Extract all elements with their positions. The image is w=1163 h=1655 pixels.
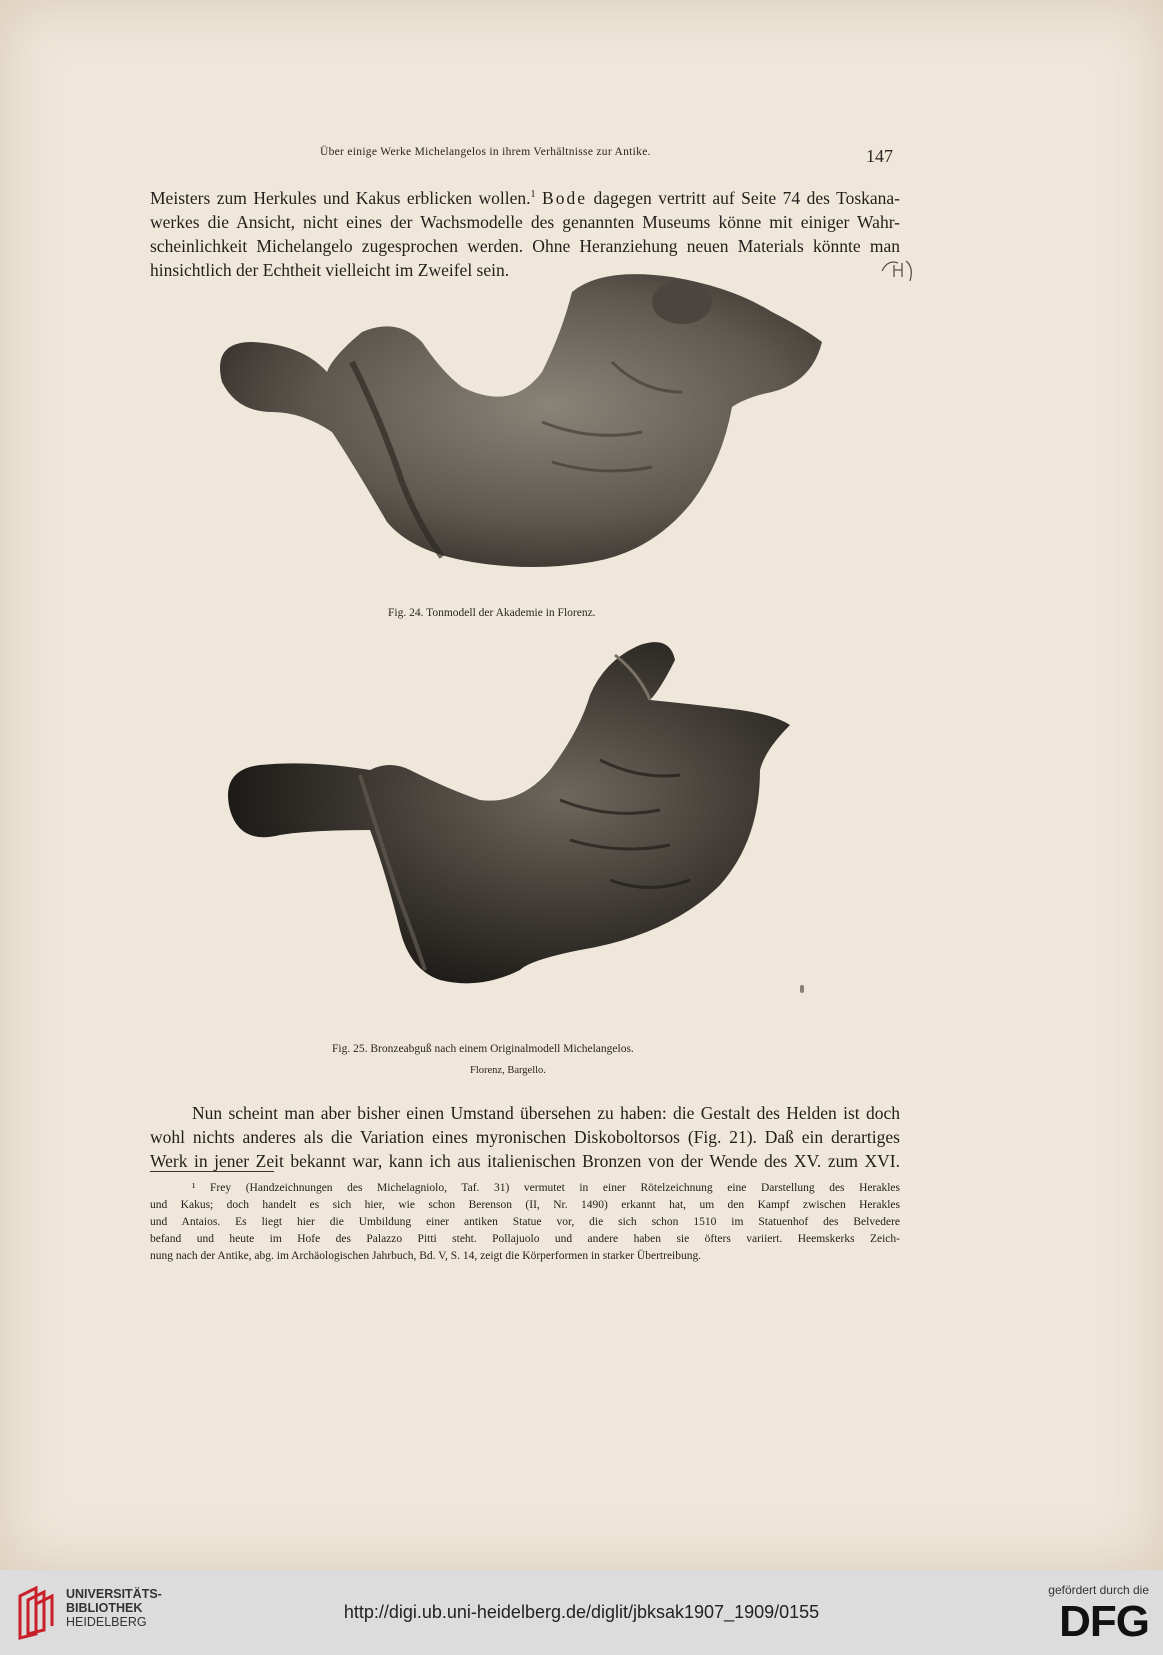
footnote (150, 1180, 900, 1265)
paragraph-1-line-2: werkes die Ansicht, nicht eines der Wachsmodelle des genannten Museums könne mit einiger Wahr- (150, 211, 900, 232)
permalink-url[interactable]: http://digi.ub.uni-heidelberg.de/diglit/jbksak1907_1909/0155 (343, 1602, 820, 1622)
paragraph-2-line-1: Nun scheint man aber bisher einen Umstand übersehen zu haben: die Gestalt des Helden ist doch (192, 1103, 900, 1123)
figure-24-clay-model-photo (212, 272, 842, 602)
footnote-line-3: und Antaios. Es liegt hier die Umbildung einer antiken Statue vor, die sich schon 1510 im Statuenhof des Belvedere (150, 1216, 900, 1228)
handwritten-margin-mark (880, 257, 920, 285)
dfg-logo[interactable]: DFG (1059, 1597, 1149, 1646)
paragraph-1 (150, 183, 900, 282)
figure-24-caption: Fig. 24. Tonmodell der Akademie in Florenz. (388, 607, 596, 619)
page-number: 147 (866, 146, 893, 166)
paragraph-2 (150, 1101, 900, 1173)
running-title: Über einige Werke Michelangelos in ihrem Verhältnisse zur Antike. (320, 146, 651, 158)
footnote-line-4: befand und heute im Hofe des Palazzo Pitti steht. Pollajuolo und andere haben sie öfters variiert. Heemskerks Zeich- (150, 1233, 900, 1245)
figure-25-location: Florenz, Bargello. (470, 1065, 546, 1076)
paper-speck (800, 985, 804, 993)
paragraph-2-line-3: Werk in jener Zeit bekannt war, kann ich aus italienischen Bronzen von der Wende des XV. zum XVI. (150, 1151, 900, 1171)
footnote-separator (150, 1171, 274, 1172)
figure-25-bronze-cast-photo (220, 640, 840, 1035)
footnote-reference[interactable]: 1 (530, 189, 536, 200)
footnote-line-2: und Kakus; doch handelt es sich hier, wie schon Berenson (II, Nr. 1490) erkannt hat, um den Kampf zwischen Herakles (150, 1199, 900, 1211)
author-name-spaced: Bode (542, 187, 587, 208)
viewer-footer (0, 1570, 1163, 1655)
funded-by-label: gefördert durch die (1048, 1583, 1149, 1597)
footnote-line-5: nung nach der Antike, abg. im Archäologischen Jahrbuch, Bd. V, S. 14, zeigt die Körperformen in starker Übertreibung. (150, 1250, 702, 1262)
paragraph-2-line-2: wohl nichts anderes als die Variation eines myronischen Diskoboltorsos (Fig. 21). Daß ein derartiges (150, 1127, 900, 1147)
university-library-name[interactable]: UNIVERSITÄTS- BIBLIOTHEK HEIDELBERG (66, 1587, 162, 1629)
footnote-line-1: ¹ Frey (Handzeichnungen des Michelagniolo, Taf. 31) vermutet in einer Rötelzeichnung eine Darstellung des Herakles (192, 1182, 900, 1194)
paragraph-1-line-1: Meisters zum Herkules und Kakus erblicken wollen.$^1$ Bode dagegen vertritt auf Seite 74 des Toskana- (150, 187, 900, 208)
figure-25-caption: Fig. 25. Bronzeabguß nach einem Originalmodell Michelangelos. (332, 1043, 634, 1055)
paragraph-1-line-4: hinsichtlich der Echtheit vielleicht im Zweifel sein. (150, 259, 510, 280)
paragraph-1-line-3: scheinlichkeit Michelangelo zugesprochen werden. Ohne Heranziehung neuen Materials könnte man (150, 235, 900, 256)
